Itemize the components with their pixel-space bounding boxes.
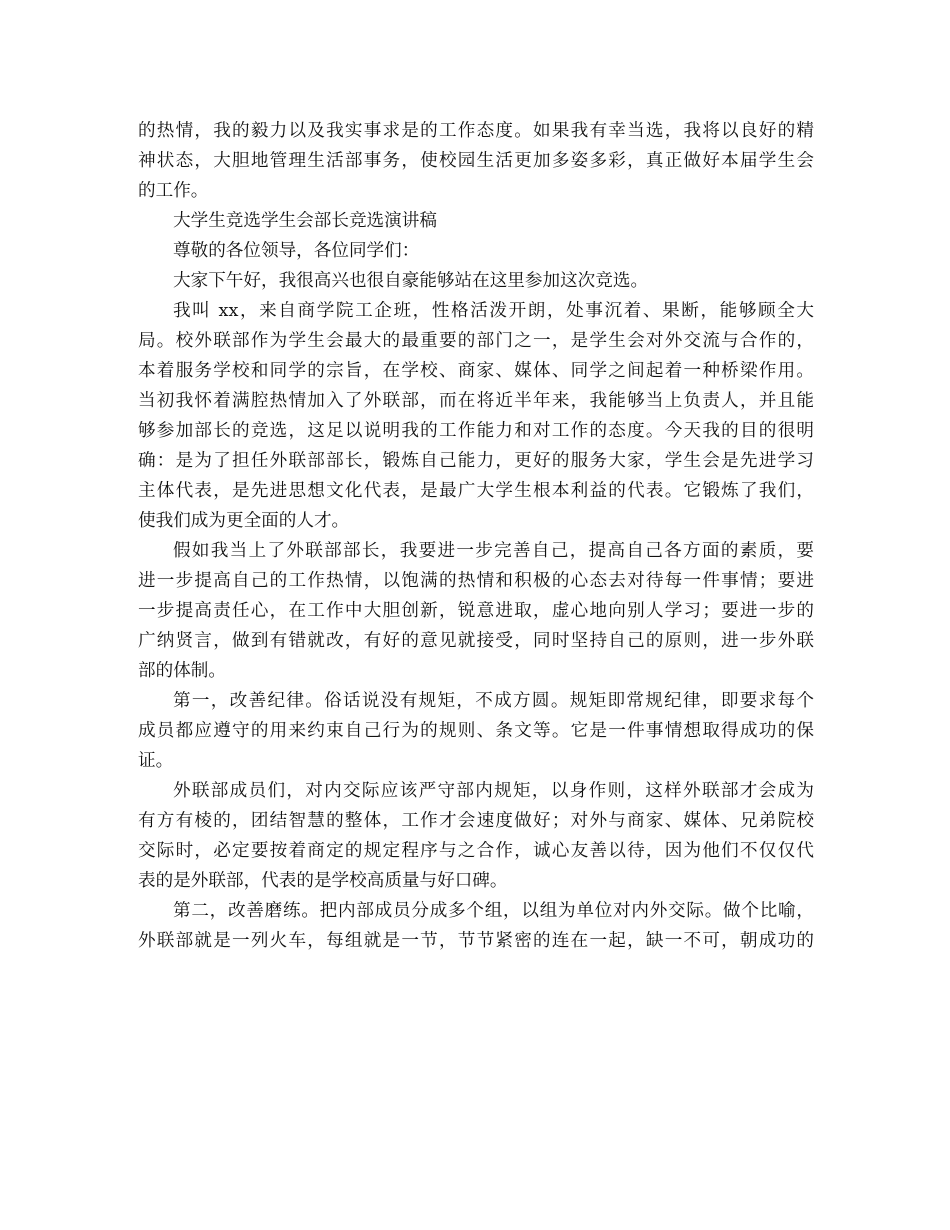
salutation: 尊敬的各位领导，各位同学们： <box>173 241 420 261</box>
text-line: 交际时，必定要按着商定的规定程序与之合作，诚心友善以待，因为他们不仅仅代 <box>138 841 814 861</box>
text-line: 部的体制。 <box>138 661 226 681</box>
text-line: 表的是外联部，代表的是学校高质量与好口碑。 <box>138 871 508 891</box>
text-line: 有方有棱的，团结智慧的整体，工作才会速度做好；对外与商家、媒体、兄弟院校 <box>138 811 814 831</box>
text-line: 一步提高责任心，在工作中大胆创新，锐意进取，虚心地向别人学习；要进一步的 <box>138 601 814 621</box>
text-line: 确：是为了担任外联部部长，锻炼自己能力，更好的服务大家，学生会是先进学习 <box>138 451 814 471</box>
text-line: 外联部就是一列火车，每组就是一节，节节紧密的连在一起，缺一不可，朝成功的 <box>138 931 814 951</box>
text-line: 神状态，大胆地管理生活部事务，使校园生活更加多姿多彩，真正做好本届学生会 <box>138 151 814 171</box>
text-line: 够参加部长的竞选，这足以说明我的工作能力和对工作的态度。今天我的目的很明 <box>138 421 814 441</box>
text-line: 外联部成员们，对内交际应该严守部内规矩，以身作则，这样外联部才会成为 <box>173 781 814 801</box>
text-line: 的工作。 <box>138 181 209 201</box>
greeting: 大家下午好，我很高兴也很自豪能够站在这里参加这次竞选。 <box>173 271 649 291</box>
document-body <box>138 116 814 956</box>
text-line: 的热情，我的毅力以及我实事求是的工作态度。如果我有幸当选，我将以良好的精 <box>138 121 814 141</box>
text-line: 本着服务学校和同学的宗旨，在学校、商家、媒体、同学之间起着一种桥梁作用。 <box>138 361 814 381</box>
text-line: 证。 <box>138 751 174 771</box>
text-line: 假如我当上了外联部部长，我要进一步完善自己，提高自己各方面的素质，要 <box>173 541 814 561</box>
text-line: 当初我怀着满腔热情加入了外联部，而在将近半年来，我能够当上负责人，并且能 <box>138 391 814 411</box>
speech-title: 大学生竞选学生会部长竞选演讲稿 <box>173 211 437 231</box>
text-line: 第一，改善纪律。俗话说没有规矩，不成方圆。规矩即常规纪律，即要求每个 <box>173 691 814 711</box>
text-line: 使我们成为更全面的人才。 <box>138 511 350 531</box>
text-line: 进一步提高自己的工作热情，以饱满的热情和积极的心态去对待每一件事情；要进 <box>138 571 814 591</box>
text-line: 我叫 xx，来自商学院工企班，性格活泼开朗，处事沉着、果断，能够顾全大 <box>173 301 814 321</box>
text-line: 局。校外联部作为学生会最大的最重要的部门之一，是学生会对外交流与合作的， <box>138 331 814 351</box>
text-line: 广纳贤言，做到有错就改，有好的意见就接受，同时坚持自己的原则，进一步外联 <box>138 631 814 651</box>
text-line: 主体代表，是先进思想文化代表，是最广大学生根本利益的代表。它锻炼了我们， <box>138 481 814 501</box>
text-line: 成员都应遵守的用来约束自己行为的规则、条文等。它是一件事情想取得成功的保 <box>138 721 814 741</box>
text-line: 第二，改善磨练。把内部成员分成多个组，以组为单位对内外交际。做个比喻， <box>173 901 814 921</box>
